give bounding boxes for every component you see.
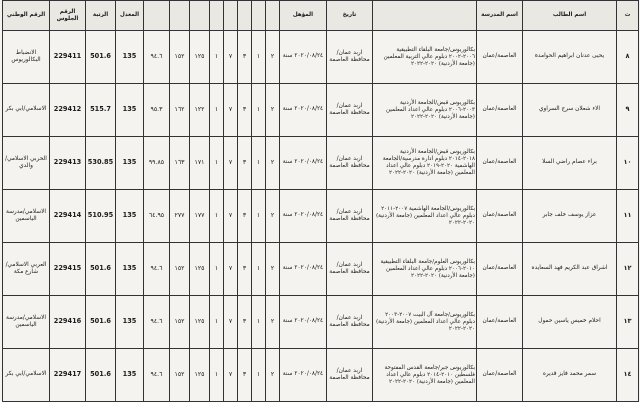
date-cell: ٢٠٢٠/٠٨/٢٤ سنة — [280, 137, 327, 190]
place-cell: اربد عمان/محافظة العاصمة — [327, 296, 373, 349]
average-cell: 501.6 — [86, 349, 116, 402]
code-cell: 229411 — [50, 31, 86, 84]
name-cell: يحيى عدنان ابراهيم الحوامدة — [523, 31, 617, 84]
school-sub-cell: الاسلامي/مدرسة الياسمين — [3, 296, 50, 349]
score-cell: ١٢٥ — [190, 349, 210, 402]
average-cell: 530.85 — [86, 137, 116, 190]
name-cell: احلام خميس ياسين حمول — [523, 296, 617, 349]
qualification-cell: بكالوريوس العلوم/جامعة البلقاء التطبيقية ٢٠١٠-٢٠٠٦ دبلوم عالي اعداد المعلمين (جامعة الأردنية) ٢٠٢٠-٢٠٢٢ — [373, 243, 477, 296]
row-number-cell: ٨ — [617, 31, 639, 84]
score-cell: ٧ — [224, 296, 238, 349]
score-cell: ٧ — [224, 31, 238, 84]
header-cell — [238, 1, 252, 31]
school-sub-cell: العربي الاسلامي/شارع مكة — [3, 243, 50, 296]
score-cell: ١٥٢ — [170, 243, 190, 296]
score-cell: ٢ — [266, 243, 280, 296]
score-cell: ٢ — [266, 137, 280, 190]
score-cell: ١ — [252, 243, 266, 296]
date-cell: ٢٠٢٠/٠٨/٢٤ سنة — [280, 31, 327, 84]
place-cell: اربد عمان/محافظة العاصمة — [327, 243, 373, 296]
score-cell: ١ — [252, 84, 266, 137]
table-row — [3, 31, 639, 84]
header-cell: الرقم الوطني — [3, 1, 50, 31]
header-cell — [252, 1, 266, 31]
score-cell: ٩٤.٦ — [144, 296, 170, 349]
score-cell: ٣ — [238, 349, 252, 402]
qualification-cell: بكالوريوس قبض/الجامعة الأردنية ٢٠١٨-٢٠١٤ دبلوم ادارة مدرسية/الجامعة الهاشمية ٢٠٢٠-٢٠١٩ دبلوم عالي اعداد المعلمين (جامعة الأردنية) ٢٠٢٠-٢٠٢٢ — [373, 137, 477, 190]
school-sub-cell: الانضباط البكالوريوس — [3, 31, 50, 84]
qualification-cell: بكالوريوس قبض/الجامعة الأردنية ٢٠٠٣-٢٠٠٦ دبلوم عالي اعداد المعلمين (جامعة الأردنية) ٢٠٢٠-٢٠٢٢ — [373, 84, 477, 137]
code-cell: 229416 — [50, 296, 86, 349]
place-cell: اربد عمان/محافظة العاصمة — [327, 31, 373, 84]
header-cell — [190, 1, 210, 31]
code-cell: 229417 — [50, 349, 86, 402]
score-cell: ٧ — [224, 137, 238, 190]
score-cell: ٢ — [266, 349, 280, 402]
score-cell: ٣ — [238, 31, 252, 84]
qualification-cell: بكالوريوس جبر/جامعة القدس المفتوحة فلسطين ٢٠١٠-٢٠١٤ دبلوم عالي اعداد المعلمين (جامعة الأردنية) ٢٠٢٠-٢٠٢٢ — [373, 349, 477, 402]
header-cell — [266, 1, 280, 31]
score-cell: ٢٧٧ — [170, 190, 190, 243]
grade-cell: 135 — [116, 31, 144, 84]
school-cell: العاصمة/عمان — [477, 190, 523, 243]
school-sub-cell: الاسلامي/ابي بكر — [3, 84, 50, 137]
score-cell: ٩٩.٨٥ — [144, 137, 170, 190]
date-cell: ٢٠٢٠/٠٨/٢٤ سنة — [280, 243, 327, 296]
header-row — [3, 1, 639, 31]
table-row — [3, 190, 639, 243]
score-cell: ١٥٢ — [170, 349, 190, 402]
row-number-cell: ١١ — [617, 190, 639, 243]
average-cell: 515.7 — [86, 84, 116, 137]
header-cell: الرقم الجلوس — [50, 1, 86, 31]
qualification-cell: بكالوريوس/الجامعة الهاشمية ٢٠٠٧-٢٠١١ دبلوم عالي اعداد المعلمين (جامعة الأردنية) ٢٠٢٠-٢٠٢٢ — [373, 190, 477, 243]
score-cell: ٢ — [266, 190, 280, 243]
score-cell: ٩٤.٦ — [144, 31, 170, 84]
row-number-cell: ١٤ — [617, 349, 639, 402]
qualification-cell: بكالوريوس/جامعة البلقاء التطبيقية ٢٠٠٦-٢٠٠٢ دبلوم عالي التربية المعلمين (جامعة الأردنية) ٢٠٢٠-٢٠٢٢ — [373, 31, 477, 84]
score-cell: ١ — [252, 349, 266, 402]
header-cell: اسم المدرسة — [477, 1, 523, 31]
score-cell: ١٦٢ — [170, 84, 190, 137]
average-cell: 501.6 — [86, 243, 116, 296]
score-cell: ١٥٢ — [170, 31, 190, 84]
school-sub-cell: الاسلامي/مدرسة الياسمين — [3, 190, 50, 243]
score-cell: ١٧٧ — [190, 190, 210, 243]
score-cell: ١ — [252, 296, 266, 349]
header-cell — [170, 1, 190, 31]
score-cell: ١ — [210, 349, 224, 402]
name-cell: الاء شعلان سرج السراوي — [523, 84, 617, 137]
grade-cell: 135 — [116, 137, 144, 190]
date-cell: ٢٠٢٠/٠٨/٢٤ سنة — [280, 84, 327, 137]
score-cell: ١ — [252, 190, 266, 243]
score-cell: ١٧١ — [190, 137, 210, 190]
school-cell: العاصمة/عمان — [477, 84, 523, 137]
score-cell: ١٢٥ — [190, 243, 210, 296]
average-cell: 501.6 — [86, 31, 116, 84]
score-cell: ١ — [252, 137, 266, 190]
table-row — [3, 296, 639, 349]
score-cell: ١ — [210, 31, 224, 84]
grade-cell: 135 — [116, 349, 144, 402]
average-cell: 501.6 — [86, 296, 116, 349]
name-cell: سمر محمد فايز قديره — [523, 349, 617, 402]
header-cell — [210, 1, 224, 31]
place-cell: اربد عمان/محافظة العاصمة — [327, 349, 373, 402]
score-cell: ١ — [210, 84, 224, 137]
school-sub-cell: الحربي الاسلامي/والدي — [3, 137, 50, 190]
row-number-cell: ١٣ — [617, 296, 639, 349]
school-cell: العاصمة/عمان — [477, 243, 523, 296]
score-cell: ١٢٢ — [190, 84, 210, 137]
grade-cell: 135 — [116, 243, 144, 296]
header-cell: المؤهل — [280, 1, 327, 31]
name-cell: عزاز يوسف خلف جابر — [523, 190, 617, 243]
table-row — [3, 243, 639, 296]
row-number-cell: ١٢ — [617, 243, 639, 296]
date-cell: ٢٠٢٠/٠٨/٢٤ سنة — [280, 349, 327, 402]
score-cell: ٣ — [238, 190, 252, 243]
score-cell: ٧ — [224, 349, 238, 402]
school-cell: العاصمة/عمان — [477, 296, 523, 349]
header-cell — [224, 1, 238, 31]
score-cell: ٢ — [266, 296, 280, 349]
score-cell: ١ — [252, 31, 266, 84]
qualification-cell: بكالوريوس/جامعة آل البيت ٢٠٠٧-٢٠٠٣ دبلوم عالي اعداد المعلمين (جامعة الأردنية) ٢٠٢٠-٢٠٢٢ — [373, 296, 477, 349]
score-cell: ١ — [210, 190, 224, 243]
score-cell: ٢ — [266, 84, 280, 137]
score-cell: ٧ — [224, 243, 238, 296]
results-table — [2, 0, 639, 402]
code-cell: 229413 — [50, 137, 86, 190]
header-cell — [144, 1, 170, 31]
score-cell: ٩٤.٦ — [144, 243, 170, 296]
place-cell: اربد عمان/محافظة العاصمة — [327, 84, 373, 137]
score-cell: ٧ — [224, 190, 238, 243]
score-cell: ١ — [210, 243, 224, 296]
table-row — [3, 84, 639, 137]
score-cell: ٩٥.٣ — [144, 84, 170, 137]
header-cell: الرتبة — [86, 1, 116, 31]
score-cell: ٣ — [238, 296, 252, 349]
score-cell: ١٢٥ — [190, 296, 210, 349]
grade-cell: 135 — [116, 84, 144, 137]
name-cell: براء عصام راضي السلا — [523, 137, 617, 190]
score-cell: ١٦٣ — [170, 137, 190, 190]
grade-cell: 135 — [116, 296, 144, 349]
score-cell: ١٥٢ — [170, 296, 190, 349]
grade-cell: 135 — [116, 190, 144, 243]
code-cell: 229414 — [50, 190, 86, 243]
school-cell: العاصمة/عمان — [477, 31, 523, 84]
score-cell: ٩٤.٦ — [144, 349, 170, 402]
score-cell: ٣ — [238, 137, 252, 190]
header-cell: اسم الطالب — [523, 1, 617, 31]
score-cell: ١٢٥ — [190, 31, 210, 84]
score-cell: ٧ — [224, 84, 238, 137]
place-cell: اربد عمان/محافظة العاصمة — [327, 137, 373, 190]
name-cell: اشراق عبد الكريم فهد السعايده — [523, 243, 617, 296]
date-cell: ٢٠٢٠/٠٨/٢٤ سنة — [280, 190, 327, 243]
header-cell: تاريخ — [327, 1, 373, 31]
date-cell: ٢٠٢٠/٠٨/٢٤ سنة — [280, 296, 327, 349]
score-cell: ٢ — [266, 31, 280, 84]
average-cell: 510.95 — [86, 190, 116, 243]
school-cell: العاصمة/عمان — [477, 349, 523, 402]
row-number-cell: ١٠ — [617, 137, 639, 190]
code-cell: 229412 — [50, 84, 86, 137]
score-cell: ٣ — [238, 243, 252, 296]
score-cell: ٣ — [238, 84, 252, 137]
table-row — [3, 137, 639, 190]
table-row — [3, 349, 639, 402]
score-cell: ١ — [210, 137, 224, 190]
school-sub-cell: الاسلامي/ابي بكر — [3, 349, 50, 402]
row-number-cell: ٩ — [617, 84, 639, 137]
score-cell: ٦٤.٩٥ — [144, 190, 170, 243]
header-cell: المعدل — [116, 1, 144, 31]
code-cell: 229415 — [50, 243, 86, 296]
header-cell: ت — [617, 1, 639, 31]
header-cell — [373, 1, 477, 31]
school-cell: العاصمة/عمان — [477, 137, 523, 190]
score-cell: ١ — [210, 296, 224, 349]
place-cell: اربد عمان/محافظة العاصمة — [327, 190, 373, 243]
